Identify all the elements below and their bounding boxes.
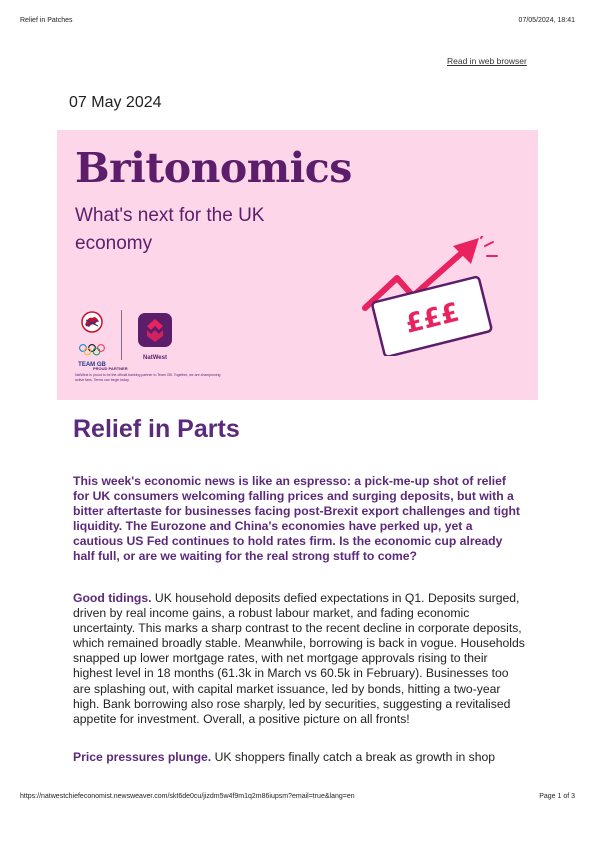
natwest-label: NatWest: [143, 355, 167, 361]
print-footer: [20, 793, 575, 803]
paragraph-lead: Good tidings.: [73, 591, 152, 605]
team-gb-logo: [74, 310, 110, 368]
paragraph-lead: Price pressures plunge.: [73, 750, 212, 764]
team-gb-label: TEAM GB: [78, 362, 106, 368]
print-footer-page: Page 1 of 3: [539, 793, 575, 800]
print-header-timestamp: 07/05/2024, 18:41: [518, 17, 575, 24]
natwest-cube-icon: [137, 312, 173, 348]
proud-partner-label: PROUD PARTNER: [93, 366, 128, 371]
print-header: [20, 17, 575, 27]
article-paragraph: [73, 750, 525, 765]
read-in-browser-link[interactable]: Read in web browser: [447, 56, 527, 66]
article-headline: Relief in Parts: [73, 415, 240, 443]
paragraph-body: UK shoppers finally catch a break as growth in shop: [211, 750, 496, 764]
rising-pounds-graphic: [357, 236, 507, 356]
print-header-title: Relief in Patches: [20, 17, 73, 24]
partner-divider: [121, 310, 122, 360]
print-footer-url: https://natwestchiefeconomist.newsweaver.com/skt6de0cu/jizdm5w4f9m1q2m86iupsm?email=true&lang=en: [20, 793, 355, 800]
article-paragraph: [73, 591, 525, 727]
britonomics-banner: [57, 130, 538, 400]
banner-brand-title: Britonomics: [75, 144, 352, 192]
banner-fine-print: NatWest is proud to be the official banking partner to Team GB. Together, we are championing active fans. Terms can begin today.: [75, 373, 221, 382]
team-gb-lion-icon: [74, 310, 110, 356]
article-lead: This week's economic news is like an espresso: a pick-me-up shot of relief for UK consumers welcoming falling prices and surging deposits, but with a bitter aftertaste for businesses facing post-Brexit export challenges and tight liquidity. The Eurozone and China's economies have perked up, yet a cautious US Fed continues to hold rates firm. Is the economic cup already half full, or are we waiting for the real strong stuff to come?: [73, 474, 520, 564]
natwest-logo: [135, 312, 175, 361]
newsletter-date: 07 May 2024: [69, 94, 162, 111]
pound-glyphs: £££: [402, 297, 463, 340]
banner-subtitle: What's next for the UK economy: [75, 205, 265, 254]
paragraph-body: UK household deposits defied expectations in Q1. Deposits surged, driven by real income gains, a robust labour market, and fading economic uncertainty. This marks a sharp contrast to the recent decline in corporate deposits, which remained broadly stable. Meanwhile, borrowing is back in vogue. Households snapped up lower mortgage rates, with net mortgage approvals rising to their highest level in 18 months (61.3k in March vs 60.5k in February). Businesses too are splashing out, with capital market issuance, led by bonds, hitting a two-year high. Bank borrowing also rose sharply, led by securities, suggesting a revitalised appetite for investment. Overall, a positive picture on all fronts!: [73, 591, 525, 726]
